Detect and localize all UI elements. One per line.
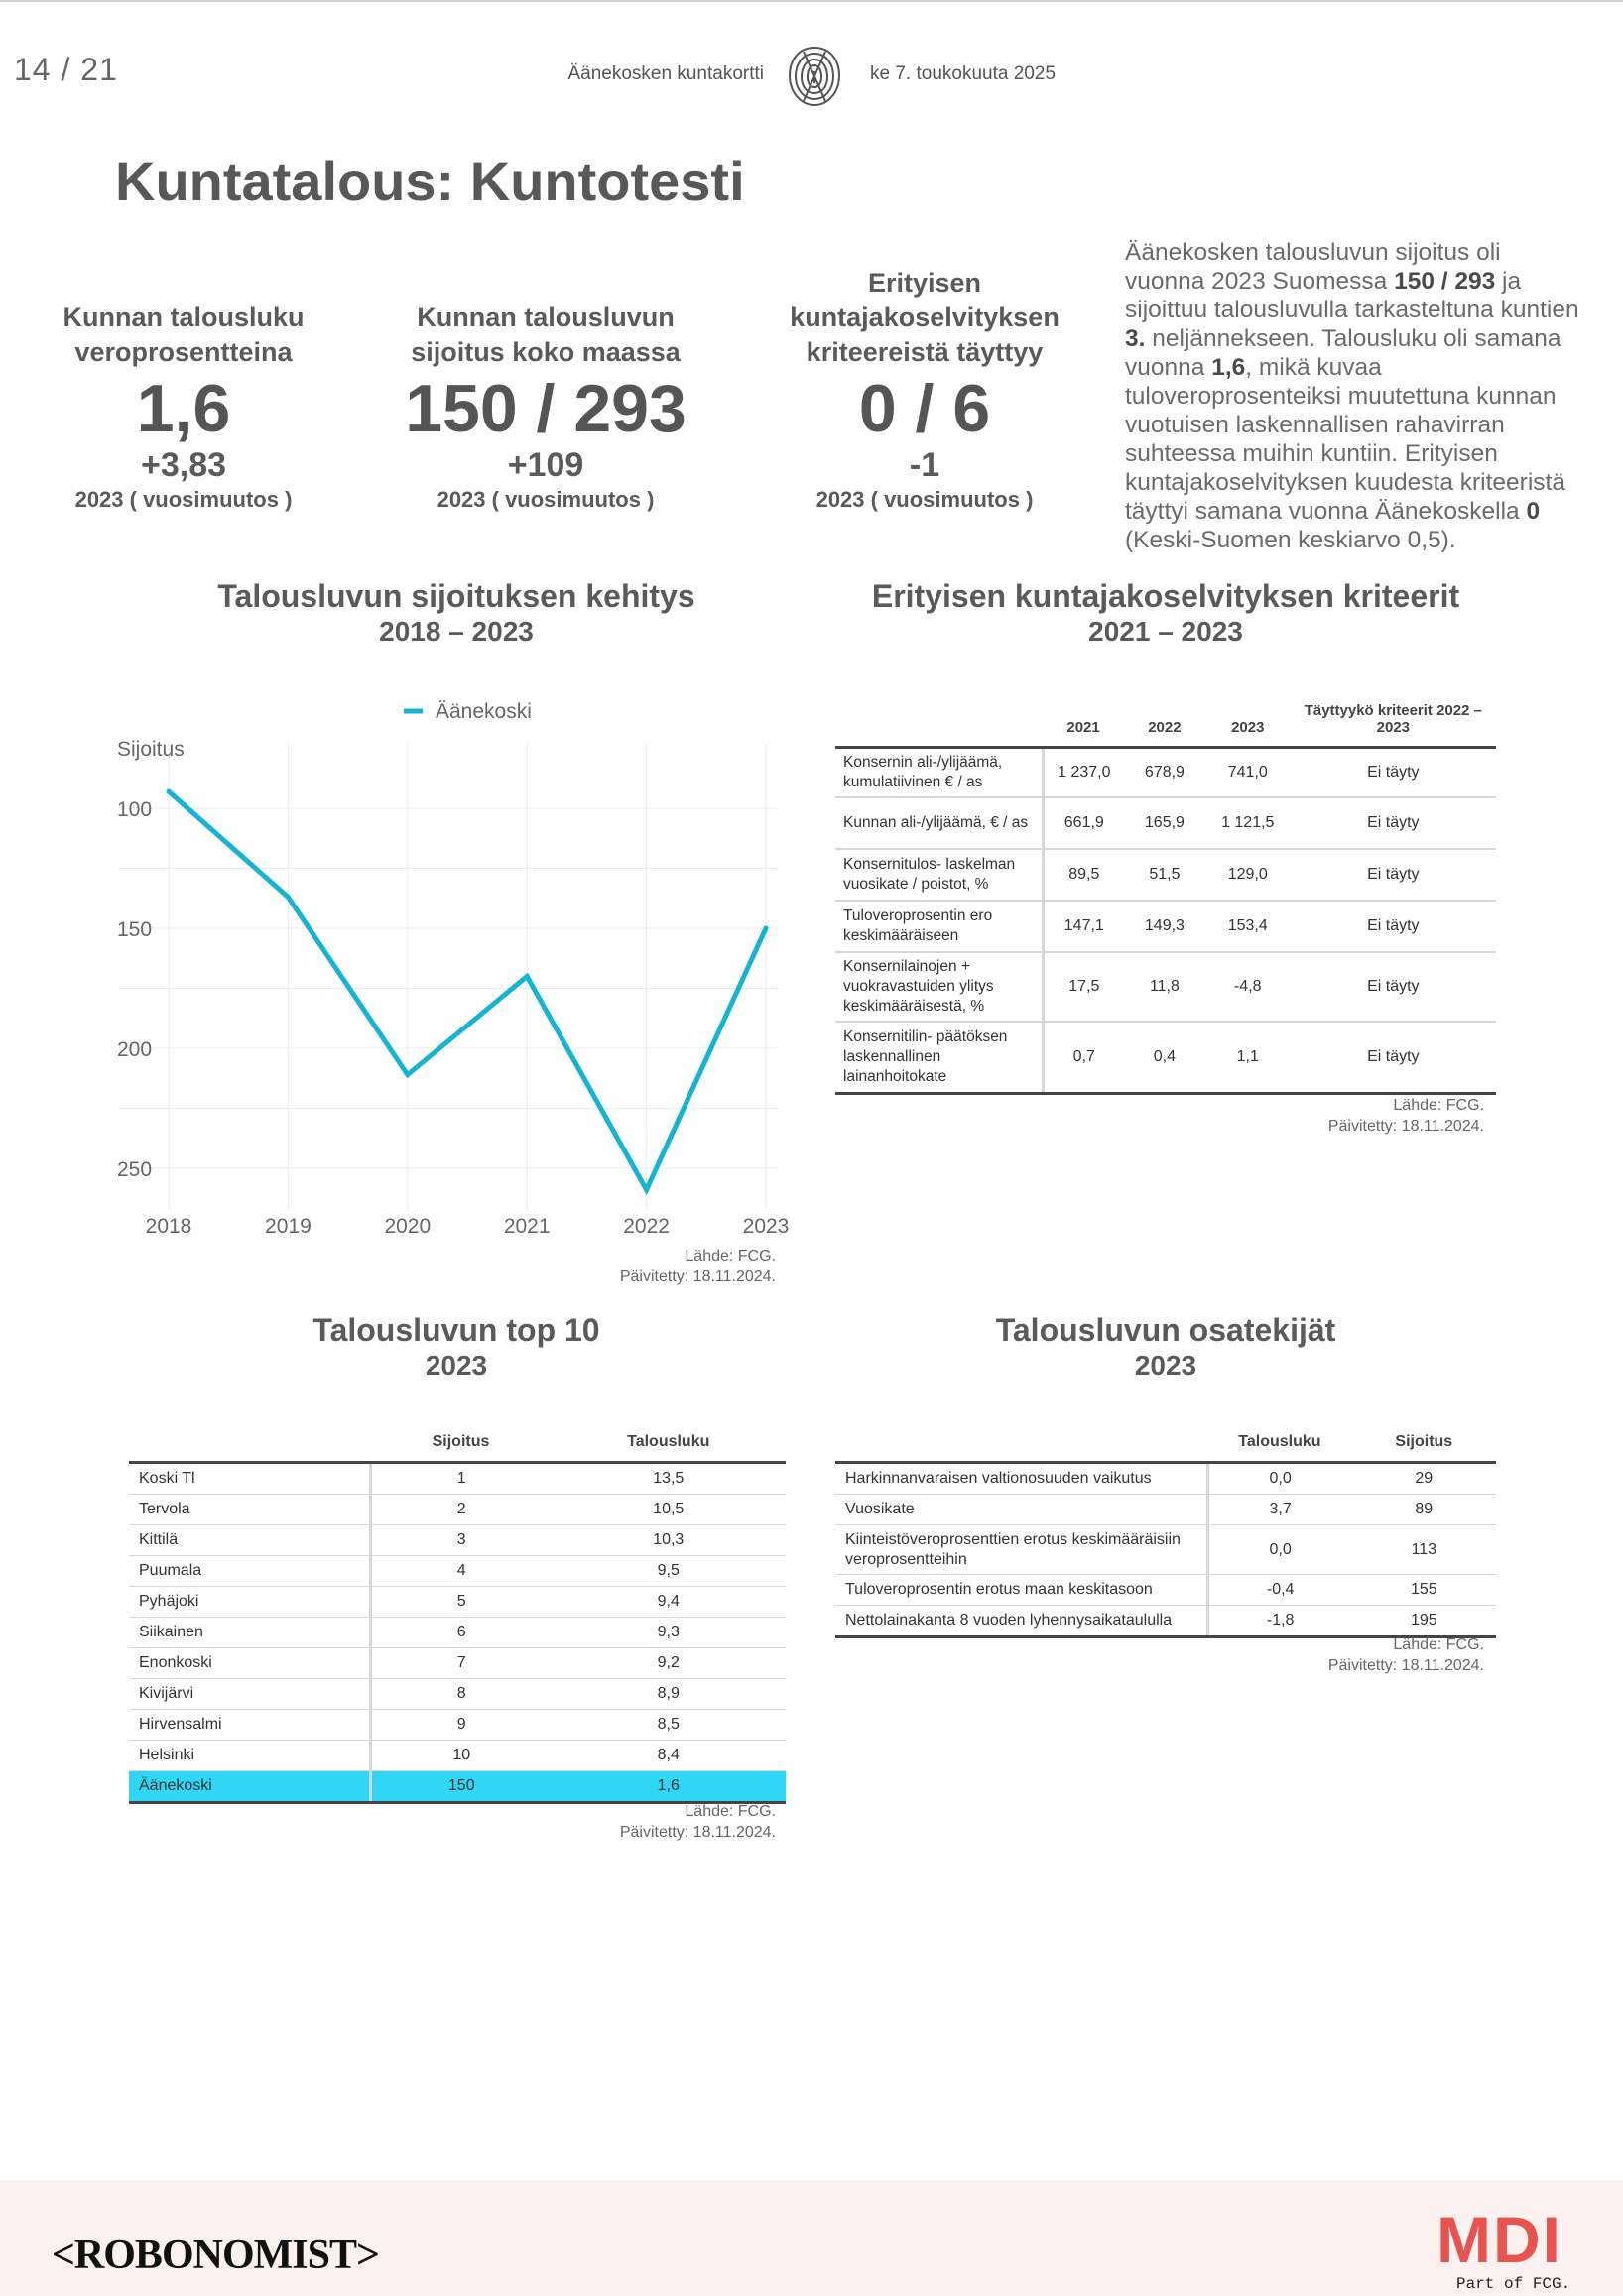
table-row: Enonkoski 7 9,2 [129,1648,786,1679]
data-point [525,974,530,979]
osatekijat-source: Lähde: FCG. Päivitetty: 18.11.2024. [1327,1636,1484,1674]
page-title: Kuntatalous: Kuntotesti [115,150,745,212]
top10-header-value: Talousluku [552,1408,787,1463]
table-row: Kiinteistöveroprosenttien erotus keskimääräisiin veroprosentteihin 0,0 113 [835,1525,1496,1575]
kpi-change: +3,83 [140,446,227,484]
table-row: Nettolainakanta 8 vuoden lyhennysaikataululla -1,8 195 [835,1606,1496,1637]
robonomist-logo: <ROBONOMIST> [52,2233,379,2278]
kpi-label: Kunnan talousluvun sijoitus koko maassa [411,302,681,367]
osatekijat-title: Talousluvun osatekijät [995,1312,1336,1348]
table-row: Tuloveroprosentin ero keskimääräiseen 147,1 149,3 153,4 Ei täyty [835,901,1496,952]
x-tick-label: 2021 [503,1215,551,1238]
data-point [167,789,172,794]
criteria-header: 2022 [1124,680,1205,748]
x-tick-label: 2018 [145,1215,192,1238]
summary-text: Äänekosken talousluvun sijoitus oli vuonna 2023 Suomessa 150 / 293 ja sijoittuu talousluvulla tarkasteltuna kuntien 3. neljännekseen. Talousluku oli samana vuonna 1,6, mikä kuvaa tuloveroprosenteiksi muutettuna kunnan vuotuisen laskennallisen rahavirran suhteessa muihin kuntiin. Erityisen kuntajakoselvityksen kuudesta kriteeristä täyttyi samana vuonna Äänekoskella 0 (Keski-Suomen keskiarvo 0,5). [1125,239,1579,553]
criteria-header: 2023 [1205,680,1291,748]
table-row: Konsernin ali-/ylijäämä, kumulatiivinen € / as 1 237,0 678,9 741,0 Ei täyty [835,748,1496,798]
kpi-year: 2023 ( vuosimuutos ) [815,487,1034,512]
osatekijat-subtitle: 2023 [1134,1350,1197,1381]
table-row: Konsernitulos- laskelman vuosikate / poistot, % 89,5 51,5 129,0 Ei täyty [835,849,1496,901]
data-point [764,926,769,931]
kpi-talousluku [35,266,332,515]
top10-table [129,1408,786,1804]
y-tick-label: 100 [117,798,153,821]
top10-title: Talousluvun top 10 [312,1312,600,1348]
kpi-change: -1 [909,446,940,484]
highlighted-row: Äänekoski 150 1,6 [129,1771,786,1803]
rank-line-chart [99,684,804,1260]
x-tick-label: 2020 [384,1215,432,1238]
table-row: Siikainen 6 9,3 [129,1618,786,1648]
kpi-label: Kunnan talousluku veroprosentteina [62,302,305,367]
data-point [286,895,291,900]
criteria-header [835,680,1043,748]
table-row: Tervola 2 10,5 [129,1495,786,1525]
table-row: Kivijärvi 8 8,9 [129,1679,786,1710]
mdi-logo: MDI [1436,2203,1562,2276]
kpi-change: +109 [507,446,584,484]
criteria-header: 2021 [1043,680,1124,748]
rank-chart-title: Talousluvun sijoituksen kehitys [217,578,695,614]
kpi-year: 2023 ( vuosimuutos ) [74,487,293,512]
table-row: Tuloveroprosentin erotus maan keskitasoon -0,4 155 [835,1575,1496,1606]
table-row: Hirvensalmi 9 8,5 [129,1710,786,1741]
top-divider [0,0,1623,2]
part-of-fcg: Part of FCG. [1456,2275,1571,2293]
kpi-year: 2023 ( vuosimuutos ) [437,487,655,512]
page-number: 14 / 21 [14,52,118,87]
criteria-source: Lähde: FCG. Päivitetty: 18.11.2024. [1327,1097,1484,1135]
x-tick-label: 2019 [265,1215,312,1238]
data-point [644,1187,649,1192]
table-row: Kittilä 3 10,3 [129,1525,786,1556]
rank-chart-source: Lähde: FCG. Päivitetty: 18.11.2024. [619,1248,776,1285]
table-row: Puumala 4 9,5 [129,1556,786,1587]
criteria-heading [833,577,1498,649]
fingerprint-crest-icon [784,44,845,109]
series-line-aanekoski [169,791,766,1190]
table-row: Konsernilainojen + vuokravastuiden ylitys keskimääräisestä, % 17,5 11,8 -4,8 Ei täyty [835,952,1496,1022]
y-tick-label: 150 [117,918,153,941]
table-row: Pyhäjoki 5 9,4 [129,1587,786,1618]
rank-chart-heading [139,577,774,649]
kpi-label: Erityisen kuntajakoselvityksen kriteereistä täyttyy [790,268,1060,367]
criteria-header: Täyttyykö kriteerit 2022 – 2023 [1291,680,1496,748]
x-tick-label: 2023 [742,1215,790,1238]
table-row: Koski Tl 1 13,5 [129,1463,786,1495]
top10-source: Lähde: FCG. Päivitetty: 18.11.2024. [619,1803,776,1841]
rank-chart-subtitle: 2018 – 2023 [379,616,534,647]
criteria-subtitle: 2021 – 2023 [1088,616,1243,647]
osatekijat-table [835,1408,1496,1638]
top10-heading [139,1311,774,1383]
table-row: Konsernitilin- päätöksen laskennallinen lainanhoitokate 0,7 0,4 1,1 Ei täyty [835,1022,1496,1093]
kpi-value: 1,6 [136,371,231,446]
kpi-value: 150 / 293 [405,371,687,446]
y-axis-label: Sijoitus [117,738,185,761]
header-municipality-card: Äänekosken kuntakortti [567,63,764,84]
x-tick-label: 2022 [623,1215,670,1238]
criteria-table [835,680,1496,1095]
table-row: Kunnan ali-/ylijäämä, € / as 661,9 165,9 1 121,5 Ei täyty [835,797,1496,849]
osatekijat-header-value: Talousluku [1207,1408,1351,1463]
top10-subtitle: 2023 [425,1350,488,1381]
data-point [405,1072,410,1077]
kpi-kriteerit [776,266,1073,515]
osatekijat-heading [833,1311,1498,1383]
header-date: ke 7. toukokuuta 2025 [870,63,1056,84]
legend-label: Äänekoski [436,700,532,723]
table-row: Helsinki 10 8,4 [129,1741,786,1771]
y-tick-label: 250 [117,1158,153,1181]
y-tick-label: 200 [117,1038,153,1061]
kpi-sijoitus [397,266,694,515]
osatekijat-header-rank: Sijoitus [1352,1408,1496,1463]
table-row: Vuosikate 3,7 89 [835,1495,1496,1525]
kpi-value: 0 / 6 [858,371,991,446]
table-row: Harkinnanvaraisen valtionosuuden vaikutus 0,0 29 [835,1463,1496,1495]
criteria-title: Erityisen kuntajakoselvityksen kriteerit [871,578,1460,614]
top10-header-rank: Sijoitus [371,1408,552,1463]
